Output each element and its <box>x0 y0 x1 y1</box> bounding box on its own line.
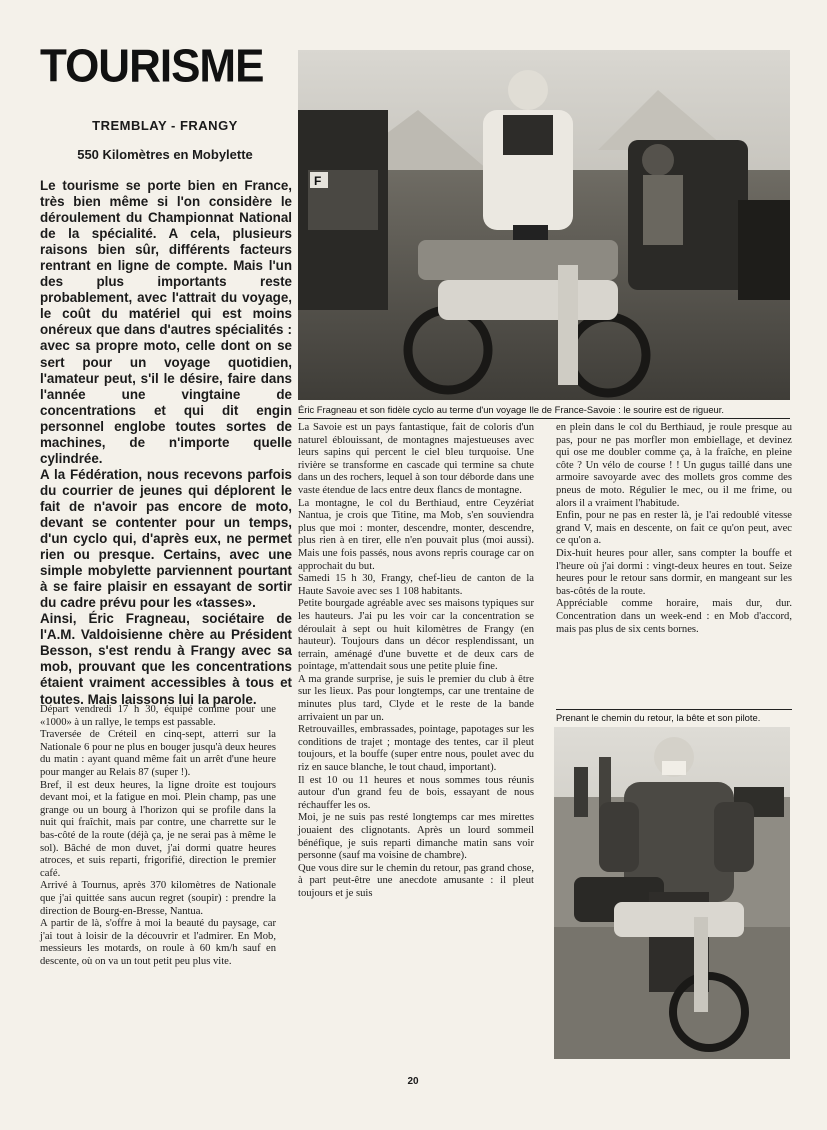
body-paragraph: La Savoie est un pays fantastique, fait de coloris d'un naturel éblouissant, de montagnes majestueuses avec leurs sapins qui percent le ciel bleu turquoise. Une rivière se transforme en cascade qui termine sa chute dans un des rochers, lequel à son tour déborde dans une vaste étendue de lacs entre deux flancs de montagne. <box>298 422 534 496</box>
body-paragraph: Il est 10 ou 11 heures et nous sommes tous réunis autour d'un grand feu de bois, essayant de nous réchauffer les os. <box>298 774 534 811</box>
body-paragraph: en plein dans le col du Berthiaud, je roule presque au pas, pour ne pas morfler mon embiellage, et devinez qui ose me doubler comme ça, à la fraîche, en pleine côte ? Un vélo de course ! ! Un gugus taillé dans une armoire savoyarde avec des mollets gros comme des pneus de moto. Régulier le mec, ou il me frime, ou alors il a vraiment l'habitude. <box>556 422 792 509</box>
body-paragraph: La montagne, le col du Berthiaud, entre Ceyzériat Nantua, je crois que Titine, ma Mob, s'en souviendra plus que moi : monter, descendre, monter, descendre, plus rien à en tirer, elle n'en pouvait plus (moi aussi). Mais une fois passés, nous avons repris courage car on approchait du but. <box>298 497 534 572</box>
body-paragraph: Traversée de Créteil en cinq-sept, atterri sur la Nationale 6 pour ne plus en bouger jusqu'à deux heures du matin : ayant quand même fait un arrêt d'une heure pour manger au Relais 87 (super !). <box>40 729 276 778</box>
article-lede <box>40 178 292 708</box>
body-column-2 <box>298 422 534 901</box>
body-column-3 <box>556 422 792 636</box>
body-paragraph: Retrouvailles, embrassades, pointage, papotages sur les conditions de trajet ; montage des tentes, car il pleut toujours, et la bouffe (super entre nous, poulet avec du riz en sauce blanche, le tout chaud, important). <box>298 724 534 774</box>
body-paragraph: Enfin, pour ne pas en rester là, je l'ai redoublé vitesse grand V, mais en descente, on fait ce qu'on peut, avec ce qu'on a. <box>556 510 792 547</box>
body-paragraph: Moi, je ne suis pas resté longtemps car mes mirettes jouaient des clignotants. Après un lourd sommeil bénéfique, je suis reparti dimanche matin sans voir personne (sauf ma voisine de chambre). <box>298 812 534 862</box>
lede-paragraph: Ainsi, Éric Fragneau, sociétaire de l'A.M. Valdoisienne chère au Président Besson, s'est rendu à Frangy avec sa mob, prouvant que les concentrations étaient vraiment accessibles à tous et toutes. Mais laissons lui la parole. <box>40 611 292 707</box>
body-paragraph: A ma grande surprise, je suis le premier du club à être sur les lieux. Pas pour longtemps, car une trentaine de minutes plus tard, Clyde et le reste de la bande arrivaient un par un. <box>298 673 534 723</box>
photo-rider-on-moped <box>554 727 790 1059</box>
body-paragraph: Bref, il est deux heures, la ligne droite est toujours devant moi, et la fatigue en moi. Plein champ, pas une grange ou un bourg à l'horizon qui se profile dans la nuit qui fraîchit, mais par contre, une charrette sur le bas-côté de la route (déjà ça, je ne serai pas à même le sol). Bâché de mon duvet, j'ai dormi quatre heures atroces, et suis reparti, frigorifié, direction le premier café. <box>40 779 276 879</box>
page-number: 20 <box>407 1076 419 1087</box>
body-paragraph: Petite bourgade agréable avec ses maisons typiques sur les hauteurs. J'ai pu les voir car la concentration se déroulait à sept ou huit kilomètres de Frangy (en hauteur). Toujours dans un décor resplendissant, un terrain, aménagé d'une buvette et de deux cars de pointage, m'attendait sous une petite pluie fine. <box>298 598 534 673</box>
lede-paragraph: Le tourisme se porte bien en France, très bien même si l'on considère le déroulement du Championnat National de la spécialité. A cela, plusieurs raisons bien sûr, différents facteurs rentrant en ligne de compte. Mais l'un des plus importants reste probablement, avec l'attrait du voyage, le coût du matériel qui est moins onéreux que dans d'autres spécialités : avec sa propre moto, celle dont on se sert pour un voyage quotidien, l'amateur peut, s'il le désire, faire dans l'année une vingtaine de concentrations et qui dit engin personnel englobe toutes sortes de machines, de n'importe quelle cylindrée. <box>40 178 292 466</box>
article-kicker: TREMBLAY - FRANGY <box>92 118 238 133</box>
body-paragraph: Dix-huit heures pour aller, sans compter la bouffe et l'heure où j'ai dormi : vingt-deux heures en tout. Seize heures pour le retour sans dormir, en mangeant sur les bas-côtés de la route. <box>556 547 792 597</box>
photo-caption: Éric Fragneau et son fidèle cyclo au terme d'un voyage Ile de France-Savoie : le sourire est de rigueur. <box>298 404 790 419</box>
photo-caption: Prenant le chemin du retour, la bête et son pilote. <box>556 709 792 724</box>
body-column-1 <box>40 704 276 968</box>
article-subtitle: 550 Kilomètres en Mobylette <box>77 147 253 162</box>
body-paragraph: Arrivé à Tournus, après 370 kilomètres de Nationale que j'ai quittée sans aucun regret (soupir) : prendre la direction de Bourg-en-Bresse, Nantua. <box>40 880 276 917</box>
vehicle-plate-letter: F <box>314 174 322 188</box>
body-paragraph: Départ vendredi 17 h 30, équipé comme pour une «1000» à un rallye, le temps est passable. <box>40 704 276 728</box>
body-paragraph: Appréciable comme horaire, mais dur, dur. Concentration dans un week-end : en Mob d'accord, mais pas plus de six cents bornes. <box>556 598 792 635</box>
body-paragraph: Que vous dire sur le chemin du retour, pas grand chose, à part peut-être une anecdote amusante : il pleut toujours et je suis <box>298 862 534 899</box>
body-paragraph: Samedi 15 h 30, Frangy, chef-lieu de canton de la Haute Savoie avec ses 1 108 habitants. <box>298 573 534 597</box>
lede-paragraph: A la Fédération, nous recevons parfois du courrier de jeunes qui déplorent le fait de n'avoir pas encore de moto, devant se contenter pour un temps, d'un cyclo qui, d'après eux, ne permet rien ou presque. Certains, avec une simple mobylette parviennent pourtant à se faire plaisir en essayant de sortir du cadre prévu pour les «tasses». <box>40 466 292 611</box>
photo-rider-with-moped <box>298 50 790 400</box>
section-title: TOURISME <box>40 40 264 93</box>
body-paragraph: A partir de là, s'offre à moi la beauté du paysage, car j'ai tout à loisir de la découvrir et l'admirer. En Mob, messieurs les motards, on roule à 60 km/h sauf en descente, où on va un tout petit peu plus vite. <box>40 918 276 967</box>
